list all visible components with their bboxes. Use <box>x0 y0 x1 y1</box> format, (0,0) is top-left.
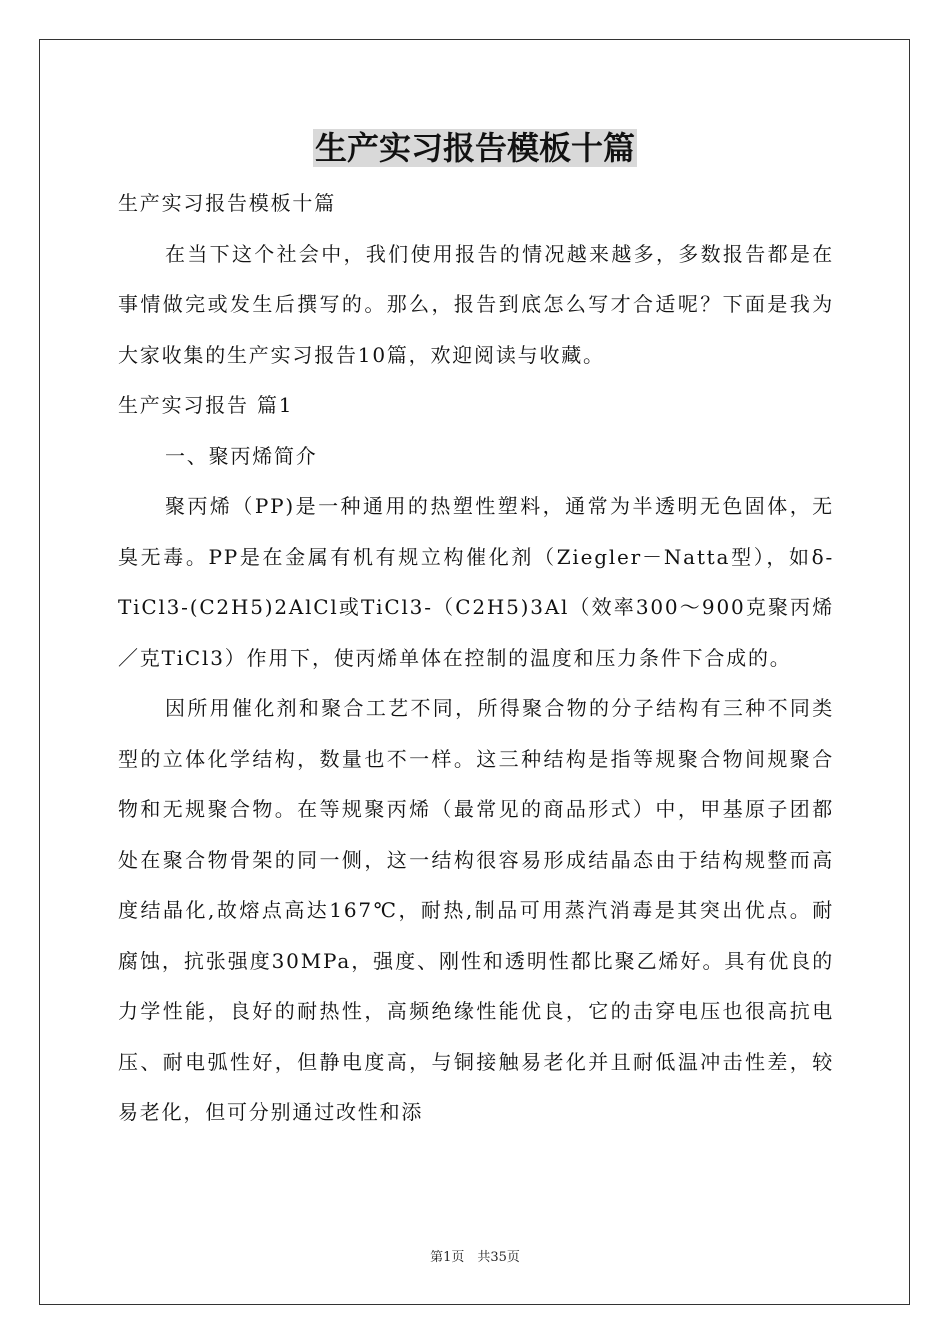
subsection-heading: 一、聚丙烯简介 <box>165 443 318 468</box>
document-title <box>0 126 950 170</box>
page-number: 第1页 共35页 <box>430 1250 520 1265</box>
document-body <box>118 178 834 1138</box>
body-paragraph-1: 聚丙烯（PP)是一种通用的热塑性塑料，通常为半透明无色固体，无臭无毒。PP是在金属有机有规立构催化剂（Ziegler－Natta型），如δ-TiCl3-(C2H5)2AlCl或TiCl3-（C2H5)3Al（效率300～900克聚丙烯／克TiCl3）作用下，使丙烯单体在控制的温度和压力条件下合成的。 <box>118 494 834 670</box>
intro-paragraph: 在当下这个社会中，我们使用报告的情况越来越多，多数报告都是在事情做完或发生后撰写的。那么，报告到底怎么写才合适呢？下面是我为大家收集的生产实习报告10篇，欢迎阅读与收藏。 <box>118 241 834 367</box>
section-heading: 生产实习报告 篇1 <box>118 393 294 417</box>
document-title-text: 生产实习报告模板十篇 <box>314 129 635 167</box>
body-paragraph-2: 因所用催化剂和聚合工艺不同，所得聚合物的分子结构有三种不同类型的立体化学结构，数量也不一样。这三种结构是指等规聚合物间规聚合物和无规聚合物。在等规聚丙烯（最常见的商品形式）中，甲基原子团都处在聚合物骨架的同一侧，这一结构很容易形成结晶态由于结构规整而高度结晶化,故熔点高达167℃，耐热,制品可用蒸汽消毒是其突出优点。耐腐蚀，抗张强度30MPa，强度、刚性和透明性都比聚乙烯好。具有优良的力学性能，良好的耐热性，高频绝缘性能优良，它的击穿电压也很高抗电压、耐电弧性好，但静电度高，与铜接触易老化并且耐低温冲击性差，较易老化，但可分别通过改性和添 <box>118 696 834 1124</box>
document-subtitle: 生产实习报告模板十篇 <box>118 191 336 215</box>
